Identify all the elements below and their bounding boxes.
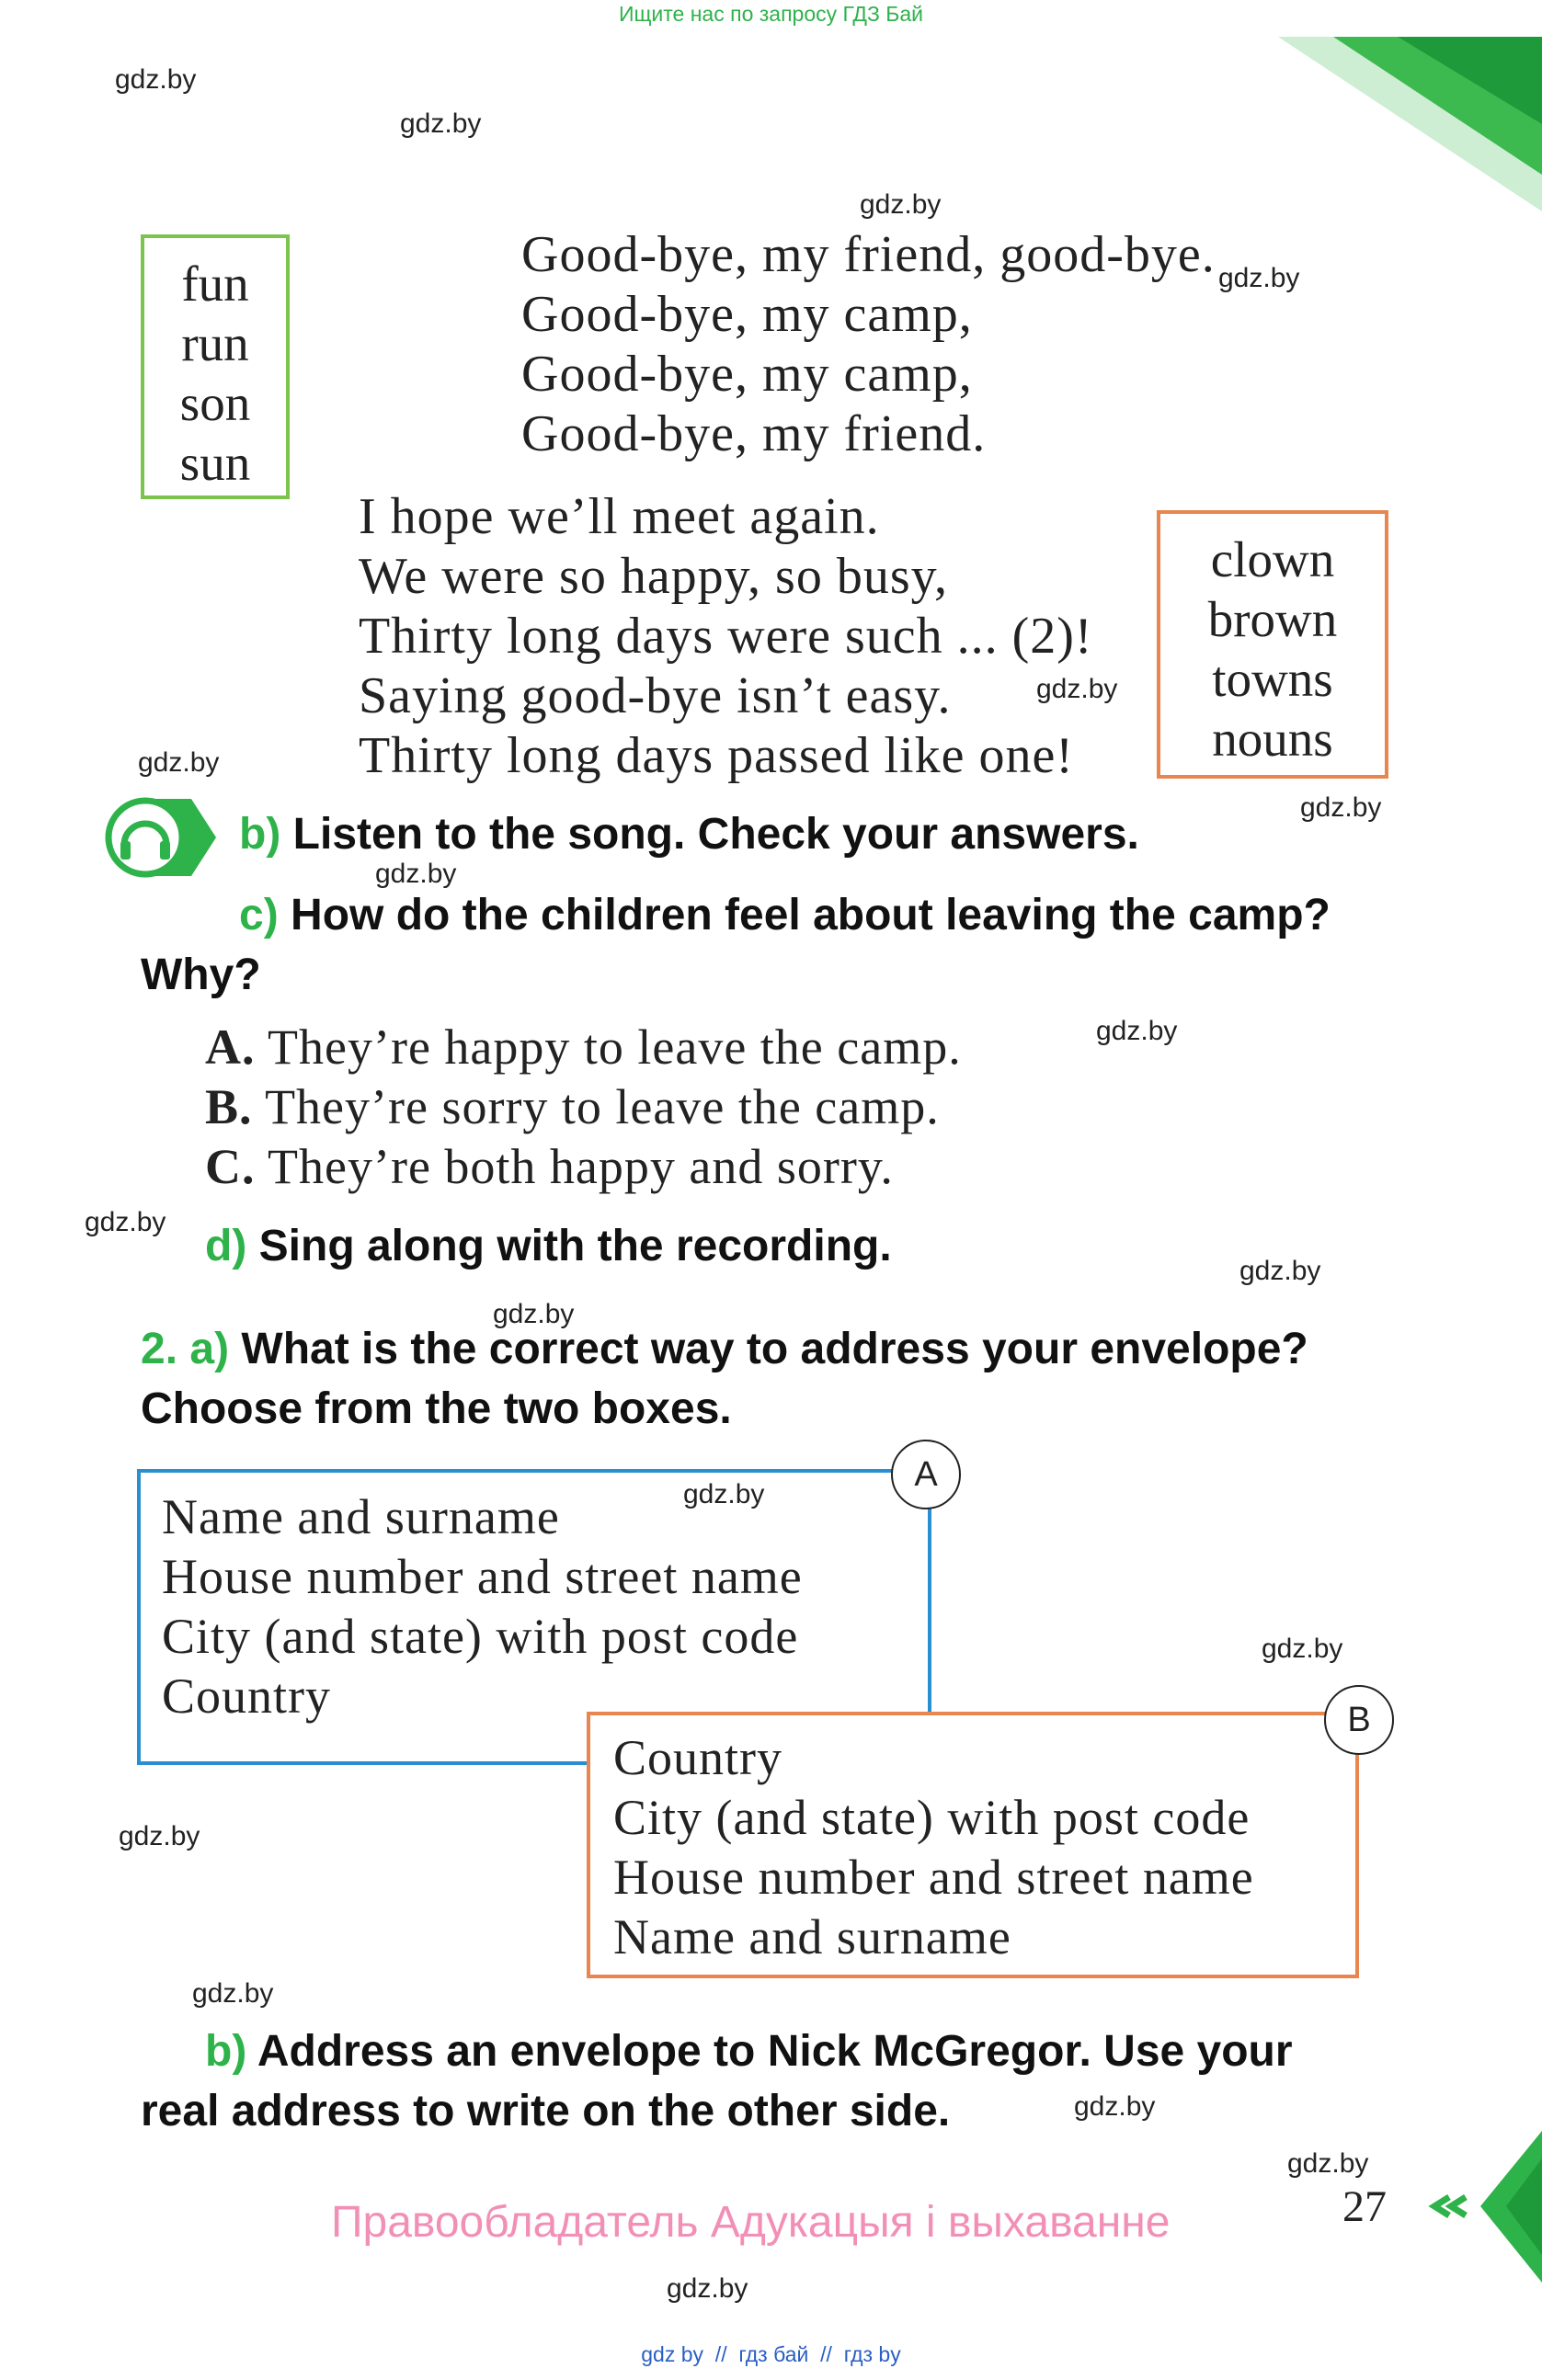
watermark: gdz.by: [1218, 263, 1300, 293]
task-label: b): [239, 810, 281, 859]
task-d: [205, 1221, 892, 1271]
option-c: [205, 1137, 962, 1197]
headphones-icon[interactable]: [104, 795, 219, 880]
badge-a: A: [891, 1440, 961, 1509]
task-text: Sing along with the recording.: [258, 1222, 892, 1270]
address-line: House number and street name: [162, 1549, 803, 1604]
copyright: Правообладатель Адукацыя і выхаванне: [331, 2198, 1171, 2247]
address-line: Country: [162, 1668, 332, 1724]
song-line: Good-bye, my camp,: [521, 346, 973, 403]
rhyme-box-right: [1157, 510, 1388, 779]
bottom-links[interactable]: gdz by // гдз бай // гдз by: [641, 2342, 901, 2366]
task-text: What is the correct way to address your envelope?: [241, 1325, 1308, 1373]
watermark: gdz.by: [1096, 1016, 1178, 1046]
task-text: How do the children feel about leaving the camp?: [291, 891, 1331, 939]
watermark: gdz.by: [115, 64, 197, 95]
song-line: I hope we’ll meet again.: [359, 488, 880, 545]
option-letter: C.: [205, 1139, 256, 1194]
rhyme-word: son: [179, 375, 251, 431]
task-label: a): [189, 1325, 230, 1373]
song-line: We were so happy, so busy,: [359, 548, 948, 605]
option-text: They’re happy to leave the camp.: [268, 1019, 962, 1075]
task-b: [239, 809, 1139, 860]
watermark: gdz.by: [493, 1299, 575, 1329]
song-verse-1: [521, 225, 1216, 464]
address-b-lines: [613, 1728, 1254, 1967]
song-line: Good-bye, my camp,: [521, 286, 973, 343]
rhyme-word: towns: [1212, 651, 1333, 707]
address-line: Name and surname: [613, 1909, 1011, 1964]
watermark: gdz.by: [1262, 1634, 1343, 1664]
rhyme-word: brown: [1207, 591, 1338, 647]
song-line: Good-bye, my friend.: [521, 405, 987, 462]
watermark: gdz.by: [683, 1479, 765, 1509]
page-corner-chevrons: [1407, 2131, 1542, 2283]
watermark: gdz.by: [667, 2273, 748, 2304]
task-c: [239, 890, 1331, 940]
song-line: Saying good-bye isn’t easy.: [359, 667, 952, 724]
task-2a: [141, 1324, 1308, 1374]
watermark: gdz.by: [1300, 792, 1382, 823]
corner-decoration: [1278, 37, 1542, 211]
watermark: gdz.by: [192, 1978, 274, 2009]
answer-options: [205, 1018, 962, 1197]
page-number: 27: [1342, 2182, 1387, 2231]
option-text: They’re both happy and sorry.: [268, 1139, 894, 1194]
watermark: gdz.by: [400, 108, 482, 139]
task-2b: [205, 2026, 1293, 2077]
badge-b: B: [1324, 1685, 1394, 1755]
task-number: 2.: [141, 1325, 178, 1373]
rhyme-word: run: [181, 315, 249, 371]
option-b: [205, 1077, 962, 1137]
watermark: gdz.by: [119, 1821, 200, 1851]
task-text: Listen to the song. Check your answers.: [292, 810, 1139, 859]
task-text: Address an envelope to Nick McGregor. Use your: [257, 2027, 1293, 2076]
task-2b-continuation: real address to write on the other side.: [141, 2087, 951, 2135]
address-line: Country: [613, 1730, 783, 1785]
watermark: gdz.by: [1239, 1256, 1321, 1286]
song-line: Good-bye, my friend, good-bye.: [521, 226, 1216, 283]
rhyme-word: nouns: [1212, 711, 1333, 767]
watermark: gdz.by: [1287, 2148, 1369, 2179]
address-a-lines: [162, 1487, 803, 1726]
rhyme-word: fun: [181, 256, 249, 312]
watermark: gdz.by: [1074, 2091, 1156, 2122]
option-text: They’re sorry to leave the camp.: [265, 1079, 940, 1134]
task-label: b): [205, 2027, 247, 2076]
option-a: [205, 1018, 962, 1077]
task-2a-continuation: Choose from the two boxes.: [141, 1384, 732, 1433]
option-letter: B.: [205, 1079, 253, 1134]
task-label: d): [205, 1222, 247, 1270]
address-line: City (and state) with post code: [162, 1609, 799, 1664]
top-note: Ищите нас по запросу ГДЗ Бай: [618, 2, 924, 26]
song-verse-2: [359, 487, 1093, 786]
task-label: c): [239, 891, 279, 939]
address-line: City (and state) with post code: [613, 1790, 1251, 1845]
option-letter: A.: [205, 1019, 256, 1075]
song-line: Thirty long days passed like one!: [359, 727, 1074, 784]
address-line: House number and street name: [613, 1850, 1254, 1905]
rhyme-word: clown: [1210, 531, 1335, 587]
watermark: gdz.by: [85, 1207, 166, 1237]
address-line: Name and surname: [162, 1489, 560, 1544]
song-line: Thirty long days were such ... (2)!: [359, 608, 1093, 665]
task-c-continuation: Why?: [141, 951, 261, 999]
watermark: gdz.by: [138, 747, 220, 778]
rhyme-word: sun: [179, 435, 251, 491]
watermark: gdz.by: [1036, 674, 1118, 704]
rhyme-box-left: [141, 234, 290, 499]
watermark: gdz.by: [375, 859, 457, 889]
watermark: gdz.by: [860, 189, 942, 220]
